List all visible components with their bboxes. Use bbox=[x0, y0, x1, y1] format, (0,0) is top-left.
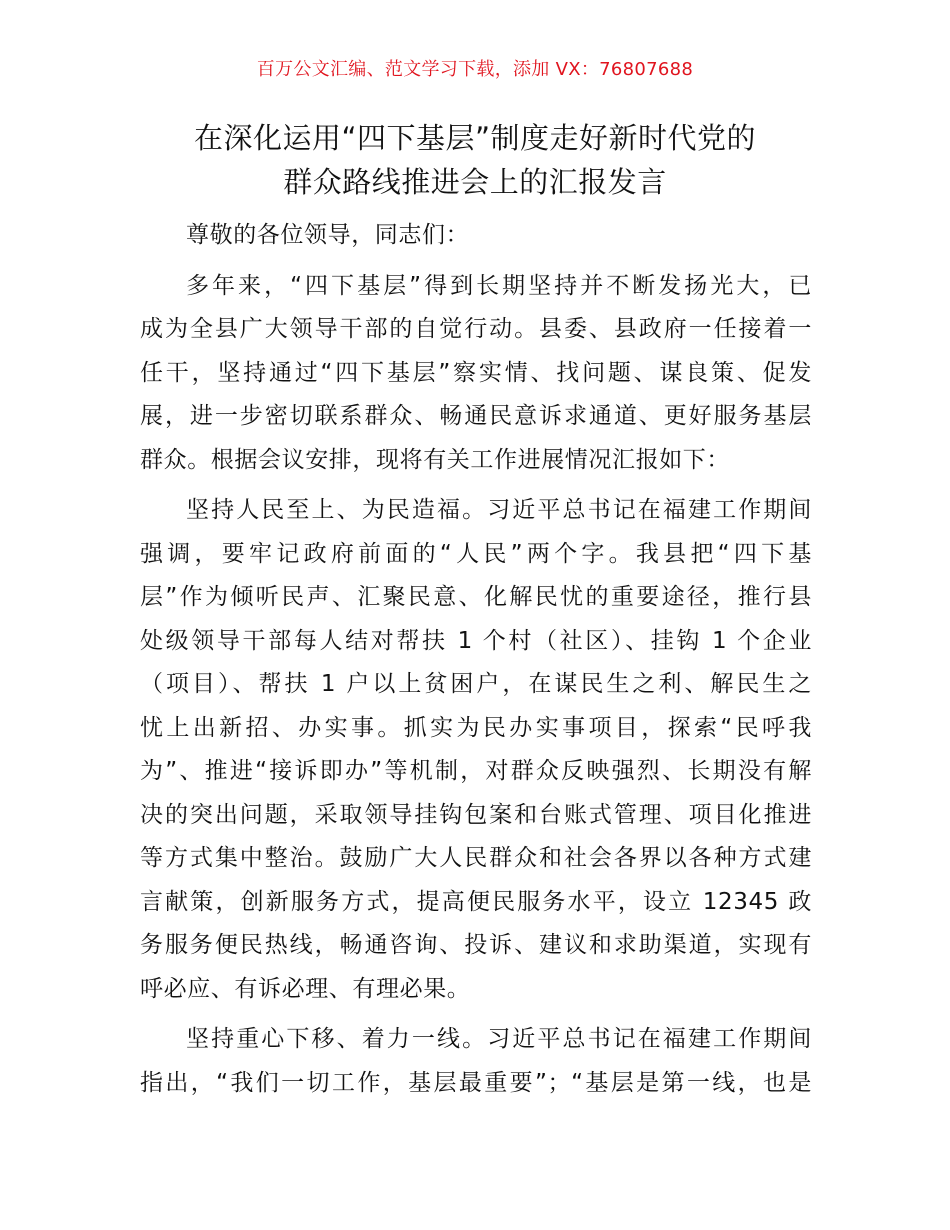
salutation: 尊敬的各位领导，同志们： bbox=[186, 222, 470, 248]
text-line: 呼必应、有诉必理、有理必果。 bbox=[140, 975, 471, 1002]
text-line: 层”作为倾听民声、汇聚民意、化解民忧的重要途径，推行县 bbox=[140, 584, 812, 610]
text-line: 任干，坚持通过“四下基层”察实情、找问题、谋良策、促发 bbox=[140, 359, 812, 386]
text-line: 等方式集中整治。鼓励广大人民群众和社会各界以各种方式建 bbox=[140, 845, 812, 871]
text-line: 指出，“我们一切工作，基层最重要”；“基层是第一线，也是 bbox=[140, 1069, 812, 1096]
text-line: 坚持人民至上、为民造福。习近平总书记在福建工作期间 bbox=[186, 497, 812, 523]
paragraph-people-first bbox=[140, 489, 812, 1011]
text-line: 群众。根据会议安排，现将有关工作进展情况汇报如下： bbox=[140, 446, 730, 473]
paragraph-intro bbox=[140, 265, 812, 483]
document-body bbox=[140, 214, 812, 1112]
text-line: 言献策，创新服务方式，提高便民服务水平，设立 12345 政 bbox=[140, 888, 812, 915]
text-line: 坚持重心下移、着力一线。习近平总书记在福建工作期间 bbox=[186, 1026, 812, 1052]
text-line: 展，进一步密切联系群众、畅通民意诉求通道、更好服务基层 bbox=[140, 403, 812, 429]
paragraph-grassroots bbox=[140, 1018, 812, 1105]
title-line: 在深化运用“四下基层”制度走好新时代党的 bbox=[193, 121, 757, 155]
text-line: （项目）、帮扶 1 户以上贫困户，在谋民生之利、解民生之 bbox=[140, 671, 812, 697]
text-line: 强调，要牢记政府前面的“人民”两个字。我县把“四下基 bbox=[140, 540, 812, 567]
document-title bbox=[100, 116, 850, 204]
text-line: 处级领导干部每人结对帮扶 1 个村（社区）、挂钩 1 个企业 bbox=[140, 627, 812, 654]
text-line: 多年来，“四下基层”得到长期坚持并不断发扬光大，已 bbox=[186, 272, 812, 299]
text-line: 务服务便民热线，畅通咨询、投诉、建议和求助渠道，实现有 bbox=[140, 932, 812, 958]
text-line: 成为全县广大领导干部的自觉行动。县委、县政府一任接着一 bbox=[140, 316, 812, 342]
text-line: 为”、推进“接诉即办”等机制，对群众反映强烈、长期没有解 bbox=[140, 758, 812, 784]
header-note: 百万公文汇编、范文学习下载，添加 VX：76807688 bbox=[256, 59, 694, 80]
text-line: 决的突出问题，采取领导挂钩包案和台账式管理、项目化推进 bbox=[140, 801, 812, 828]
title-line: 群众路线推进会上的汇报发言 bbox=[283, 165, 667, 199]
text-line: 忧上出新招、办实事。抓实为民办实事项目，探索“民呼我 bbox=[140, 714, 812, 741]
